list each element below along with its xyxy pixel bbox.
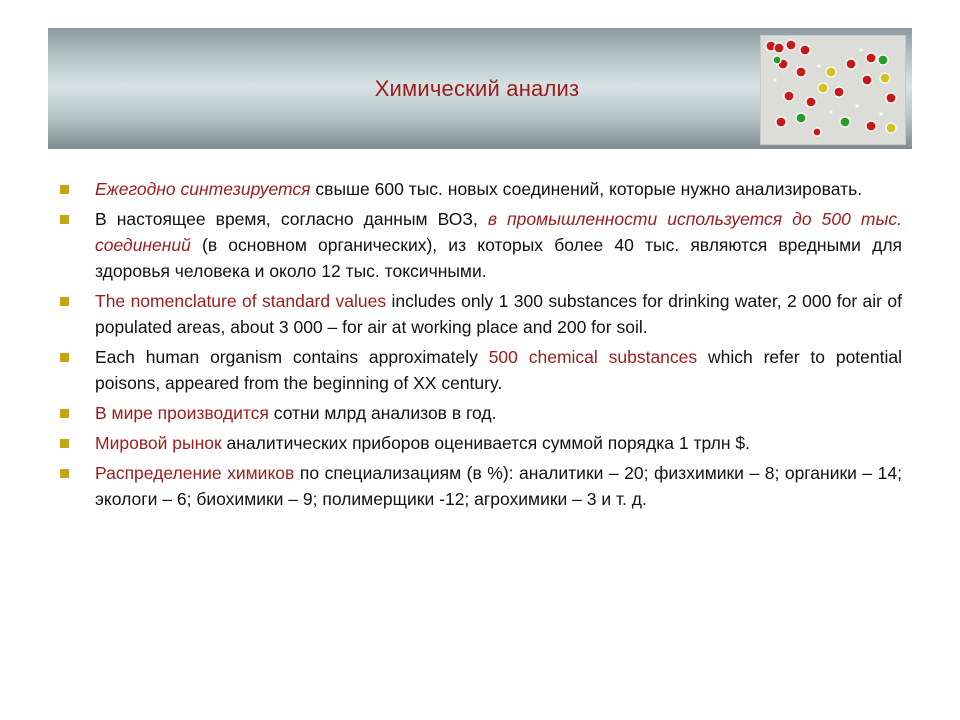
square-bullet-icon <box>60 353 69 362</box>
bullet-segment: Ежегодно синтезируется <box>95 179 311 199</box>
bullet-segment: The nomenclature of standard values <box>95 291 387 311</box>
bullet-segment: Мировой рынок <box>95 433 222 453</box>
bullet-segment: which refer to potential poisons, appeared from the beginning of XX century. <box>95 347 902 393</box>
bullet-item <box>58 430 902 456</box>
bullet-segment: includes only 1 300 substances for drinking water, 2 000 for air of populated areas, about 3 000 – for air at working place and 200 for soil. <box>95 291 903 337</box>
square-bullet-icon <box>60 439 69 448</box>
page-title: Химический анализ <box>374 75 580 101</box>
square-bullet-icon <box>60 185 69 194</box>
bullet-list <box>58 176 902 516</box>
bullet-item <box>58 206 902 284</box>
bullet-segment: свыше 600 тыс. новых соединений, которые нужно анализировать. <box>310 179 863 199</box>
square-bullet-icon <box>60 297 69 306</box>
molecule-icon <box>761 36 905 144</box>
bullet-item <box>58 460 902 512</box>
bullet-segment: 500 chemical substances <box>488 347 698 367</box>
bullet-segment: аналитических приборов оценивается суммой порядка 1 трлн $. <box>221 433 750 453</box>
bullet-item <box>58 400 902 426</box>
bullet-segment: (в основном органических), из которых более 40 тыс. являются вредными для здоровья человека и около 12 тыс. токсичными. <box>95 235 902 281</box>
bullet-item <box>58 344 902 396</box>
bullet-segment: В настоящее время, согласно данным ВОЗ, <box>95 209 488 229</box>
bullet-segment: Each human organism contains approximately <box>95 347 489 367</box>
square-bullet-icon <box>60 469 69 478</box>
bullet-segment: в промышленности используется до 500 тыс. соединений <box>95 209 902 255</box>
bullet-segment: по специализациям (в %): аналитики – 20; физхимики – 8; органики – 14; экологи – 6; биохимики – 9; полимерщики -12; агрохимики – 3 и т. д. <box>95 463 902 509</box>
bullet-item <box>58 288 902 340</box>
bullet-segment: сотни млрд анализов в год. <box>268 403 497 423</box>
square-bullet-icon <box>60 409 69 418</box>
molecule-illustration <box>760 35 906 145</box>
bullet-segment: В мире производится <box>95 403 269 423</box>
bullet-segment: Распределение химиков <box>95 463 295 483</box>
bullet-item <box>58 176 902 202</box>
square-bullet-icon <box>60 215 69 224</box>
